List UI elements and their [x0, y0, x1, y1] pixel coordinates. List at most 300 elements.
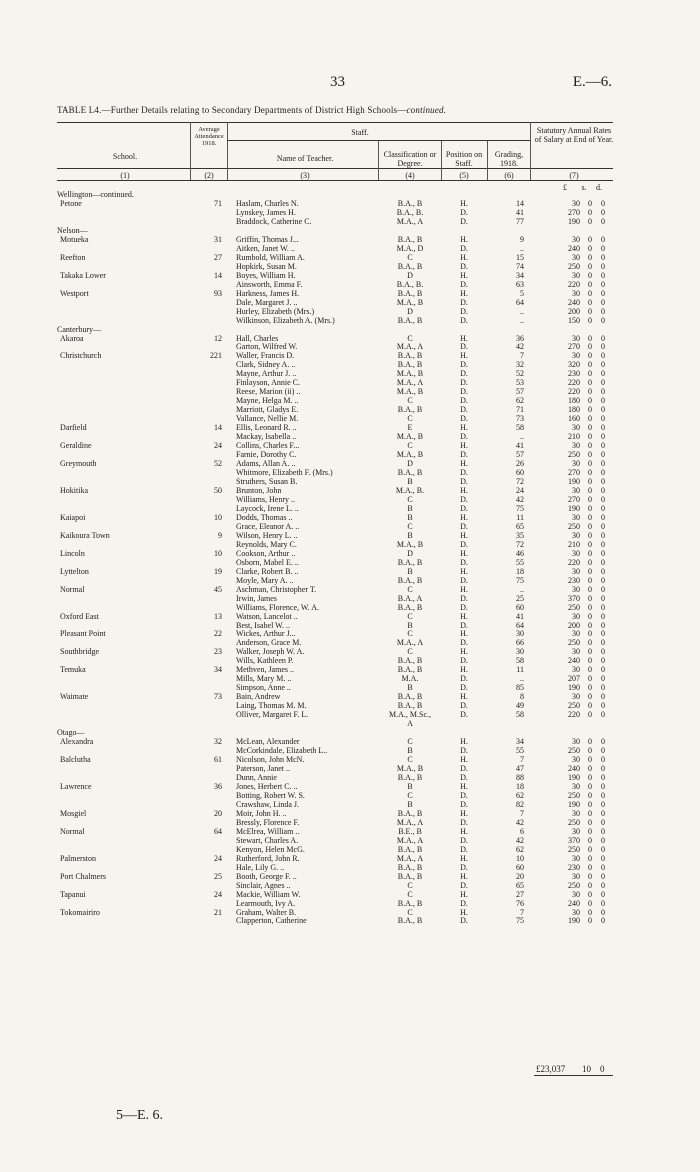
teacher-name-cell: Hall, Charles	[236, 333, 279, 343]
salary-pence-cell: 0	[601, 629, 605, 639]
table-row	[0, 396, 700, 405]
salary-pence-cell: 0	[601, 494, 605, 504]
salary-pence-cell: 0	[601, 835, 605, 845]
grading-cell: 32	[516, 360, 524, 370]
position-cell: D.	[460, 880, 468, 890]
salary-shillings-cell: 0	[588, 243, 592, 253]
table-row	[0, 647, 700, 656]
classification-cell: B	[407, 746, 413, 756]
table-row	[0, 791, 700, 800]
salary-shillings-cell: 0	[588, 584, 592, 594]
classification-cell: B	[407, 503, 413, 513]
classification-cell: B.A., B.	[396, 207, 424, 217]
salary-pence-cell: 0	[601, 799, 605, 809]
grading-cell: 8	[520, 692, 524, 702]
teacher-name-cell: Dunn, Annie	[236, 772, 277, 782]
position-cell: H.	[460, 441, 468, 451]
classification-cell: B.A., B	[397, 916, 423, 926]
classification-cell: M.A., B	[396, 539, 424, 549]
salary-pence-cell: 0	[601, 503, 605, 513]
table-row	[0, 755, 700, 764]
salary-shillings-cell: 0	[588, 477, 592, 486]
attendance-cell: 13	[214, 611, 222, 621]
grading-cell: 36	[516, 333, 524, 343]
attendance-cell: 21	[214, 907, 222, 917]
total-pounds: £23,037	[536, 1064, 566, 1074]
teacher-name-cell: Clapperton, Catherine	[236, 916, 307, 926]
table-row	[0, 226, 700, 235]
attendance-cell: 221	[210, 351, 222, 361]
grading-cell: 58	[516, 656, 524, 666]
position-cell: D.	[460, 835, 468, 845]
salary-pounds-cell: 190	[568, 916, 580, 926]
grading-cell: 15	[516, 252, 524, 262]
salary-shillings-cell: 0	[588, 405, 592, 415]
table-row	[0, 334, 700, 343]
salary-pence-cell: 0	[601, 593, 605, 603]
position-cell: D.	[460, 369, 468, 379]
salary-shillings-cell: 0	[588, 512, 592, 522]
salary-pounds-cell: 220	[568, 557, 580, 567]
col-num-4: (4)	[405, 171, 415, 180]
table-row	[0, 737, 700, 746]
table-row	[0, 262, 700, 271]
grading-cell: 76	[516, 898, 524, 908]
teacher-name-cell: Wilson, Henry L. ..	[236, 530, 298, 540]
school-cell: Motueka	[60, 234, 89, 244]
salary-pounds-cell: 30	[572, 441, 580, 451]
teacher-name-cell: Wills, Kathleen P.	[236, 656, 294, 666]
grading-cell: 7	[520, 351, 524, 361]
salary-shillings-cell: 0	[588, 656, 592, 666]
table-row	[0, 764, 700, 773]
salary-pounds-cell: 190	[568, 216, 580, 226]
page-number: 33	[330, 74, 345, 90]
grading-cell: 77	[516, 216, 524, 226]
salary-pounds-cell: 200	[568, 620, 580, 630]
classification-cell: B.A., B	[397, 871, 423, 881]
table-row	[0, 836, 700, 845]
salary-shillings-cell: 0	[588, 387, 592, 397]
teacher-name-cell: Simpson, Anne ..	[236, 683, 291, 693]
grading-cell: 42	[516, 494, 524, 504]
classification-cell: B.A., B	[397, 701, 423, 711]
classification-cell: B.A., B	[397, 360, 423, 370]
salary-pence-cell: 0	[601, 566, 605, 576]
table-row	[0, 423, 700, 432]
teacher-name-cell: Harkness, James H.	[236, 288, 300, 298]
table-row	[0, 217, 700, 226]
position-cell: H.	[460, 566, 468, 576]
position-cell: D.	[460, 710, 468, 720]
grading-cell: 9	[520, 234, 524, 244]
classification-cell: M.A., B	[396, 297, 424, 307]
salary-pounds-cell: 30	[572, 781, 580, 791]
table-row	[0, 692, 700, 701]
grading-cell: 46	[516, 548, 524, 558]
classification-cell: B	[407, 530, 413, 540]
position-cell: D.	[460, 674, 468, 684]
salary-pounds-cell: 190	[568, 477, 580, 486]
salary-shillings-cell: 0	[588, 369, 592, 379]
position-cell: H.	[460, 692, 468, 702]
salary-pounds-cell: 270	[568, 468, 580, 478]
salary-pounds-cell: 30	[572, 853, 580, 863]
table-row	[0, 369, 700, 378]
table-row	[0, 280, 700, 289]
table-row	[0, 432, 700, 441]
attendance-cell: 61	[214, 755, 222, 765]
attendance-cell: 73	[214, 692, 222, 702]
salary-pence-cell: 0	[601, 772, 605, 782]
salary-pounds-cell: 210	[568, 432, 580, 442]
table-row	[0, 674, 700, 683]
teacher-name-cell: Reynolds, Mary C.	[236, 539, 297, 549]
salary-pounds-cell: 370	[568, 593, 580, 603]
grading-cell: 7	[520, 808, 524, 818]
teacher-name-cell: Clark, Sidney A. ..	[236, 360, 296, 370]
position-cell: D.	[460, 575, 468, 585]
classification-cell: M.A., A	[396, 216, 424, 226]
header-position: Position on Staff.	[445, 150, 483, 168]
table-row	[0, 782, 700, 791]
grading-cell: 42	[516, 817, 524, 827]
salary-pounds-cell: 250	[568, 880, 580, 890]
classification-cell: C	[407, 755, 413, 765]
table-row	[0, 665, 700, 674]
salary-pence-cell: 0	[601, 701, 605, 711]
table-row	[0, 298, 700, 307]
table-row	[0, 468, 700, 477]
salary-pounds-cell: 30	[572, 270, 580, 280]
table-row	[0, 746, 700, 755]
staff-rule	[227, 140, 530, 141]
position-cell: D.	[460, 279, 468, 289]
table-row	[0, 549, 700, 558]
school-cell: Port Chalmers	[60, 871, 106, 881]
classification-cell: M.A., B	[396, 432, 424, 442]
salary-pounds-cell: 230	[568, 369, 580, 379]
school-cell: Wellington—continued.	[57, 190, 134, 199]
teacher-name-cell: Jones, Herbert C. ..	[236, 781, 298, 791]
salary-pounds-cell: 30	[572, 907, 580, 917]
salary-pence-cell: 0	[601, 243, 605, 253]
school-cell: Darfield	[60, 423, 87, 433]
salary-shillings-cell: 0	[588, 485, 592, 495]
position-cell: D.	[460, 414, 468, 424]
position-cell: D.	[460, 342, 468, 352]
school-cell: Alexandra	[60, 737, 94, 747]
salary-pence-cell: 0	[601, 252, 605, 262]
classification-cell: B.A., B	[397, 315, 423, 325]
salary-pence-cell: 0	[601, 737, 605, 747]
grading-cell: ..	[520, 315, 524, 325]
salary-pounds-cell: 30	[572, 871, 580, 881]
position-cell: H.	[460, 584, 468, 594]
table-row	[0, 656, 700, 665]
salary-pence-cell: 0	[601, 333, 605, 343]
salary-pounds-cell: 190	[568, 683, 580, 693]
teacher-name-cell: Moyle, Mary A. ..	[236, 575, 294, 585]
total-shillings: 10	[582, 1064, 591, 1074]
salary-shillings-cell: 0	[588, 665, 592, 675]
salary-pounds-cell: 200	[568, 306, 580, 316]
grading-cell: 63	[516, 279, 524, 289]
salary-pounds-cell: 250	[568, 844, 580, 854]
salary-shillings-cell: 0	[588, 737, 592, 747]
school-cell: Balclutha	[60, 755, 91, 765]
grading-cell: 88	[516, 772, 524, 782]
attendance-cell: 24	[214, 441, 222, 451]
attendance-cell: 12	[214, 333, 222, 343]
teacher-name-cell: Olliver, Margaret F. L.	[236, 710, 309, 720]
teacher-name-cell: Braddock, Catherine C.	[236, 216, 312, 226]
classification-cell: C	[407, 333, 413, 343]
salary-shillings-cell: 0	[588, 692, 592, 702]
teacher-name-cell: Adams, Allan A. ..	[236, 459, 296, 469]
school-cell: Otago—	[57, 728, 85, 738]
grading-cell: 82	[516, 799, 524, 809]
salary-pence-cell: 0	[601, 584, 605, 594]
salary-pounds-cell: 240	[568, 656, 580, 666]
teacher-name-cell: Laycock, Irene L. ..	[236, 503, 299, 513]
position-cell: D.	[460, 450, 468, 460]
teacher-name-cell: Graham, Walter B.	[236, 907, 297, 917]
grading-cell: 34	[516, 270, 524, 280]
classification-cell: B.A., B	[397, 405, 423, 415]
salary-shillings-cell: 0	[588, 441, 592, 451]
table-row	[0, 190, 700, 199]
salary-pounds-cell: 30	[572, 611, 580, 621]
classification-cell: M.A., A	[396, 835, 424, 845]
salary-shillings-cell: 0	[588, 701, 592, 711]
classification-cell: C	[407, 647, 413, 657]
table-row	[0, 800, 700, 809]
position-cell: H.	[460, 548, 468, 558]
salary-pounds-cell: 210	[568, 539, 580, 549]
school-cell: Greymouth	[60, 459, 97, 469]
grading-cell: 49	[516, 701, 524, 711]
grading-cell: 55	[516, 557, 524, 567]
table-row	[0, 459, 700, 468]
caption-continued: continued.	[406, 105, 447, 115]
school-cell: Westport	[60, 288, 89, 298]
salary-pence-cell: 0	[601, 539, 605, 549]
table-row	[0, 612, 700, 621]
classification-cell: M.A., A	[396, 817, 424, 827]
school-cell: Takaka Lower	[60, 270, 106, 280]
table-row	[0, 629, 700, 638]
position-cell: D.	[460, 898, 468, 908]
grading-cell: 25	[516, 593, 524, 603]
salary-shillings-cell: 0	[588, 755, 592, 765]
salary-shillings-cell: 0	[588, 252, 592, 262]
teacher-name-cell: Botting, Robert W. S.	[236, 790, 305, 800]
salary-pounds-cell: 30	[572, 234, 580, 244]
classification-cell: C	[407, 441, 413, 451]
grading-cell: 14	[516, 198, 524, 208]
position-cell: D.	[460, 683, 468, 693]
salary-pounds-cell: 250	[568, 602, 580, 612]
salary-shillings-cell: 0	[588, 566, 592, 576]
salary-pounds-cell: 220	[568, 378, 580, 388]
grading-cell: 75	[516, 503, 524, 513]
school-cell: Canterbury—	[57, 324, 101, 334]
table-row	[0, 863, 700, 872]
salary-pounds-cell: 240	[568, 297, 580, 307]
salary-pence-cell: 0	[601, 656, 605, 666]
position-cell: D.	[460, 378, 468, 388]
salary-shillings-cell: 0	[588, 342, 592, 352]
total-pence: 0	[600, 1064, 605, 1074]
school-cell: Reefton	[60, 252, 86, 262]
classification-cell: C	[407, 396, 413, 406]
position-cell: D.	[460, 593, 468, 603]
classification-cell: M.A., A	[396, 342, 424, 352]
position-cell: D.	[460, 261, 468, 271]
header-school: School.	[112, 152, 138, 161]
salary-pence-cell: 0	[601, 602, 605, 612]
salary-pounds-cell: 207	[568, 674, 580, 684]
position-cell: D.	[460, 764, 468, 773]
classification-cell: D	[407, 270, 413, 280]
salary-pence-cell: 0	[601, 216, 605, 226]
salary-shillings-cell: 0	[588, 826, 592, 836]
salary-pounds-cell: 30	[572, 737, 580, 747]
salary-pence-cell: 0	[601, 297, 605, 307]
salary-pence-cell: 0	[601, 683, 605, 693]
header-attendance: Average Attendance 1918.	[194, 126, 224, 147]
classification-cell: B.A., B	[397, 665, 423, 675]
classification-cell: B.A., B	[397, 808, 423, 818]
salary-pence-cell: 0	[601, 512, 605, 522]
col-divider	[227, 122, 228, 180]
grading-cell: 53	[516, 378, 524, 388]
teacher-name-cell: Hopkirk, Susan M.	[236, 261, 297, 271]
salary-pounds-cell: 30	[572, 512, 580, 522]
teacher-name-cell: McCorkindale, Elizabeth L..	[236, 746, 328, 756]
school-cell: Nelson—	[57, 225, 88, 235]
classification-cell: C	[407, 611, 413, 621]
school-cell: Lyttelton	[60, 566, 89, 576]
position-cell: D.	[460, 638, 468, 648]
grading-cell: 30	[516, 647, 524, 657]
series-reference: E.—6.	[572, 74, 612, 90]
salary-shillings-cell: 0	[588, 234, 592, 244]
caption-main: TABLE L4.—Further Details relating to Secondary Departments of District High Schools—	[57, 105, 407, 115]
salary-pounds-cell: 30	[572, 530, 580, 540]
attendance-cell: 45	[214, 584, 222, 594]
salary-pounds-cell: 180	[568, 396, 580, 406]
attendance-cell: 24	[214, 853, 222, 863]
salary-shillings-cell: 0	[588, 638, 592, 648]
table-row	[0, 271, 700, 280]
salary-pounds-cell: 250	[568, 746, 580, 756]
teacher-name-cell: Mills, Mary M. ..	[236, 674, 292, 684]
salary-pounds-cell: 250	[568, 261, 580, 271]
teacher-name-cell: Moir, John H. ..	[236, 808, 287, 818]
table-row	[0, 773, 700, 782]
teacher-name-cell: Garton, Wilfred W.	[236, 342, 298, 352]
classification-cell: M.A., B	[396, 764, 424, 773]
salary-pence-cell: 0	[601, 880, 605, 890]
classification-cell: B.A., B	[397, 557, 423, 567]
grading-cell: 35	[516, 530, 524, 540]
teacher-name-cell: Marriott, Gladys E.	[236, 405, 299, 415]
salary-shillings-cell: 0	[588, 871, 592, 881]
salary-pounds-cell: 240	[568, 898, 580, 908]
salary-shillings-cell: 0	[588, 432, 592, 442]
grading-cell: 18	[516, 781, 524, 791]
classification-cell: M.A., A	[396, 378, 424, 388]
table-row	[0, 325, 700, 334]
salary-pounds-cell: 30	[572, 423, 580, 433]
classification-cell: M.A., B	[396, 450, 424, 460]
classification-cell: C	[407, 252, 413, 262]
salary-pounds-cell: 220	[568, 279, 580, 289]
attendance-cell: 50	[214, 485, 222, 495]
attendance-cell: 64	[214, 826, 222, 836]
salary-shillings-cell: 0	[588, 207, 592, 217]
salary-pence-cell: 0	[601, 279, 605, 289]
table-row	[0, 531, 700, 540]
salary-shillings-cell: 0	[588, 575, 592, 585]
teacher-name-cell: Williams, Florence, W. A.	[236, 602, 320, 612]
grading-cell: 62	[516, 396, 524, 406]
salary-shillings-cell: 0	[588, 423, 592, 433]
salary-pounds-cell: 30	[572, 889, 580, 899]
attendance-cell: 14	[214, 270, 222, 280]
salary-shillings-cell: 0	[588, 889, 592, 899]
position-cell: H.	[460, 288, 468, 298]
position-cell: H.	[460, 270, 468, 280]
salary-pounds-cell: 370	[568, 835, 580, 845]
table-row	[0, 585, 700, 594]
teacher-name-cell: Hurley, Elizabeth (Mrs.)	[236, 306, 315, 316]
teacher-name-cell: Farnie, Dorothy C.	[236, 450, 297, 460]
salary-pounds-cell: 30	[572, 198, 580, 208]
teacher-name-cell: Lynskey, James H.	[236, 207, 296, 217]
classification-cell: M.A., B	[396, 387, 424, 397]
salary-pence-cell: 0	[601, 414, 605, 424]
position-cell: D.	[460, 503, 468, 513]
school-cell: Kaikoura Town	[60, 530, 110, 540]
table-row	[0, 414, 700, 423]
position-cell: D.	[460, 772, 468, 782]
school-cell: Lawrence	[60, 781, 92, 791]
attendance-cell: 14	[214, 423, 222, 433]
position-cell: D.	[460, 557, 468, 567]
salary-shillings-cell: 0	[588, 396, 592, 406]
teacher-name-cell: Reese, Marion (ii) ..	[236, 387, 301, 397]
position-cell: H.	[460, 907, 468, 917]
salary-pounds-cell: 250	[568, 638, 580, 648]
salary-shillings-cell: 0	[588, 459, 592, 469]
salary-pence-cell: 0	[601, 521, 605, 531]
teacher-name-cell: Aschman, Christopher T.	[236, 584, 317, 594]
salary-shillings-cell: 0	[588, 539, 592, 549]
classification-cell: B	[407, 566, 413, 576]
classification-cell: B.A., B	[397, 602, 423, 612]
salary-pence-cell: 0	[601, 826, 605, 836]
table-row	[0, 199, 700, 208]
teacher-name-cell: McLean, Alexander	[236, 737, 300, 747]
grading-cell: 55	[516, 746, 524, 756]
table-row	[0, 916, 700, 925]
salary-pence-cell: 0	[601, 351, 605, 361]
table-row	[0, 540, 700, 549]
table-row	[0, 827, 700, 836]
